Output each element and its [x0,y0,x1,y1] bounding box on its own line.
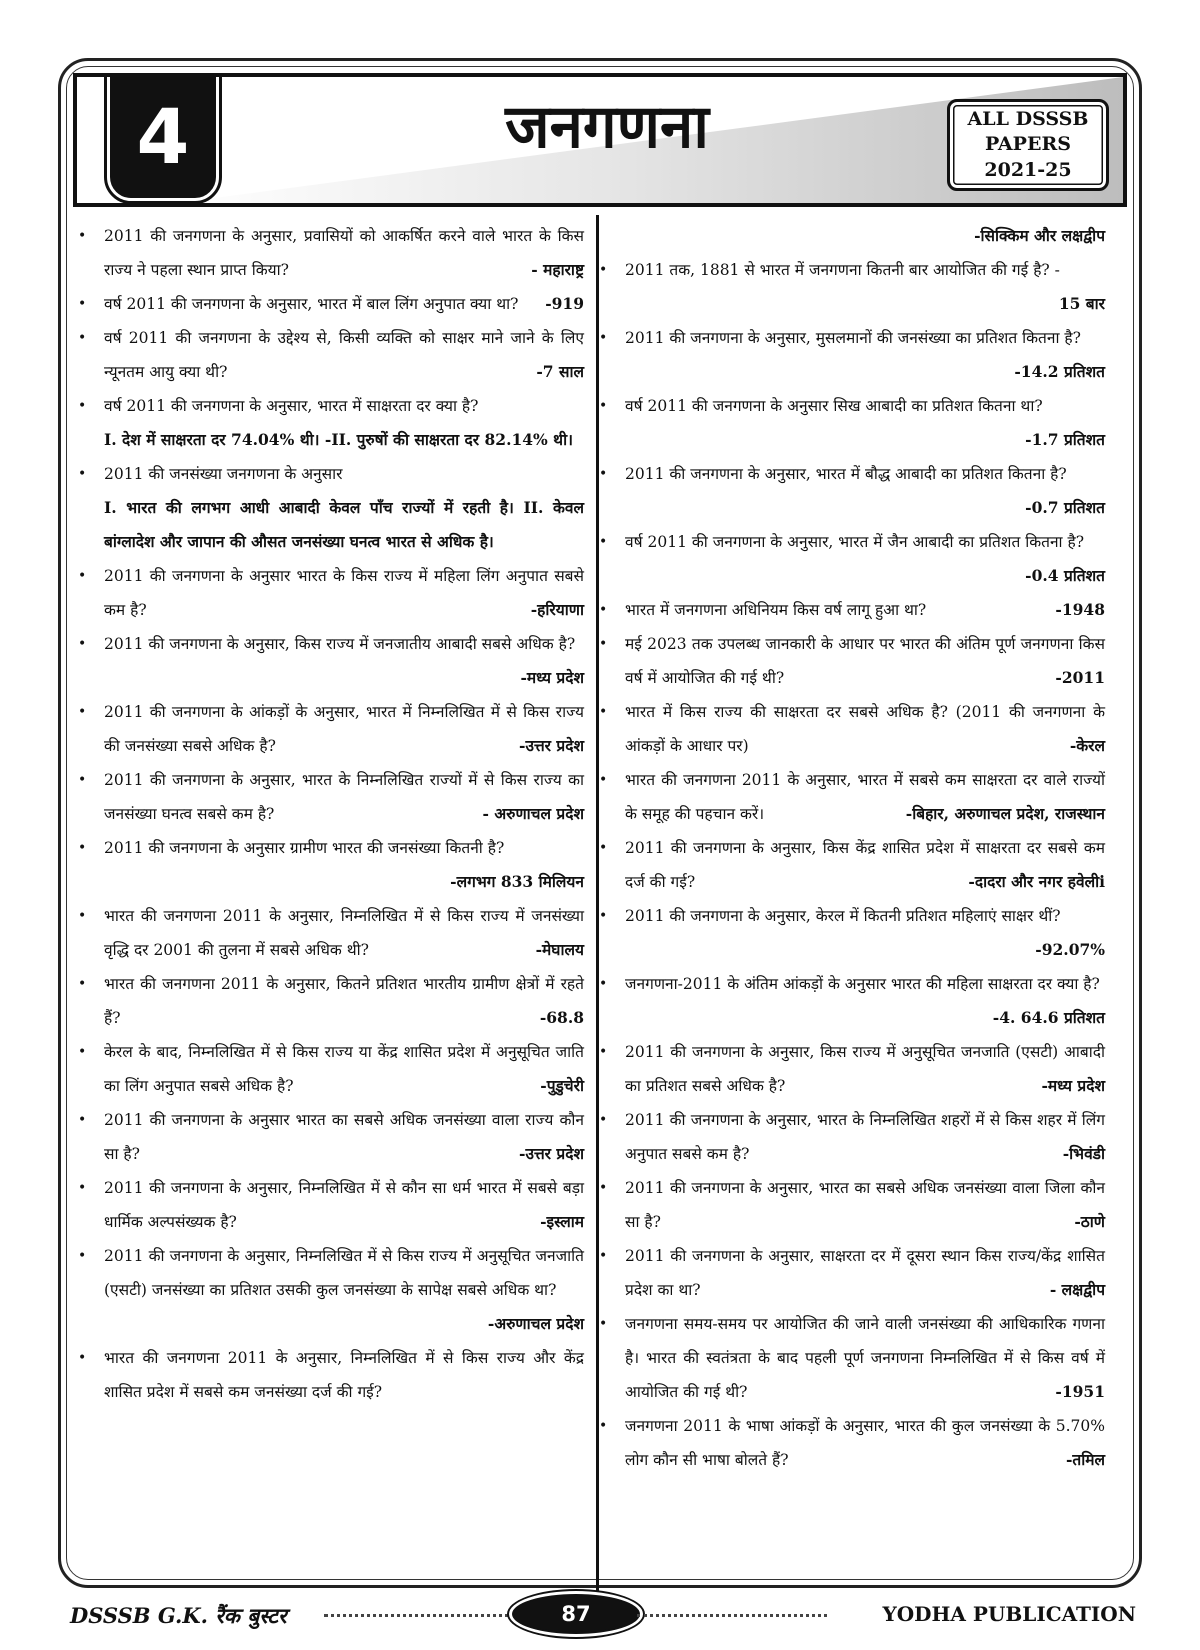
question-text: 2011 की जनगणना के अनुसार, प्रवासियों को आकर्षित करने वाले भारत के किस राज्य ने पहला स्थान प्राप्त किया? [104,227,584,279]
answer-text: -92.07% [1035,940,1105,959]
question-item [625,763,1105,831]
answer-text: -919 [545,294,584,313]
question-text: 2011 की जनगणना के आंकड़ों के अनुसार, भारत में निम्नलिखित में से किस राज्य की जनसंख्या सबसे अधिक है? [104,703,584,755]
answer-text: -मेघालय [535,940,584,959]
question-item [625,967,1105,1035]
question-text: मई 2023 तक उपलब्ध जानकारी के आधार पर भारत की अंतिम पूर्ण जनगणना किस वर्ष में आयोजित की गई थी? [625,635,1105,687]
question-text: 2011 की जनगणना के अनुसार, किस राज्य में जनजातीय आबादी सबसे अधिक है? [104,635,576,653]
answer-text: -4. 64.6 प्रतिशत [992,1008,1105,1027]
question-item [625,1171,1105,1239]
question-text: 2011 की जनगणना के अनुसार, निम्नलिखित में से कौन सा धर्म भारत में सबसे बड़ा धार्मिक अल्पसंख्यक है? [104,1179,584,1231]
question-text: 2011 की जनगणना के अनुसार, मुसलमानों की जनसंख्या का प्रतिशत कितना है? [625,329,1081,347]
question-item [104,1341,584,1409]
question-item [625,1035,1105,1103]
question-text: वर्ष 2011 की जनगणना के अनुसार, भारत में जैन आबादी का प्रतिशत कितना है? [625,533,1085,551]
papers-badge [947,99,1109,191]
question-text: 2011 तक, 1881 से भारत में जनगणना कितनी बार आयोजित की गई है? - [625,261,1060,279]
question-item [625,1409,1105,1477]
answer-text: - महाराष्ट्र [531,260,584,279]
left-column [104,219,584,1409]
question-text: 2011 की जनगणना के अनुसार, केरल में कितनी प्रतिशत महिलाएं साक्षर थीं? [625,907,1061,925]
question-text: 2011 की जनगणना के अनुसार, निम्नलिखित में से किस राज्य में अनुसूचित जनजाति (एसटी) जनसंख्या का प्रतिशत उसकी कुल जनसंख्या के सापेक्ष सबसे अधिक था? [104,1247,584,1299]
question-item [104,457,584,559]
answer-statement: I. देश में साक्षरता दर 74.04% थी। -II. पुरुषों की साक्षरता दर 82.14% थी। [104,430,573,449]
right-column [625,219,1105,1477]
answer-text: -बिहार, अरुणाचल प्रदेश, राजस्थान [905,804,1105,823]
answer-text: -पुडुचेरी [540,1076,584,1095]
answer-text: -1948 [1055,600,1105,619]
question-text: 2011 की जनगणना के अनुसार, भारत के निम्नलिखित राज्यों में से किस राज्य का जनसंख्या घनत्व सबसे कम है? [104,771,584,823]
chapter-title: जनगणना [505,92,709,162]
question-item [625,389,1105,457]
question-item [104,1103,584,1171]
answer-text: -मध्य प्रदेश [520,668,584,687]
answer-text: -केरल [1069,736,1105,755]
question-item [104,627,584,695]
question-text: 2011 की जनगणना के अनुसार, भारत में बौद्ध आबादी का प्रतिशत कितना है? [625,465,1067,483]
question-item [104,1171,584,1239]
question-item [625,253,1105,321]
question-item [625,627,1105,695]
question-item [104,389,584,457]
answer-text: -ठाणे [1074,1212,1105,1231]
footer-publisher: YODHA PUBLICATION [882,1602,1136,1626]
question-text: 2011 की जनगणना के अनुसार ग्रामीण भारत की जनसंख्या कितनी है? [104,839,505,857]
badge-line-2: PAPERS [985,133,1071,156]
page-footer [62,1594,1142,1634]
question-item [104,967,584,1035]
page-number: 87 [512,1594,640,1634]
chapter-number: 4 [136,92,190,181]
answer-text: 15 बार [1058,294,1105,313]
footer-book-title: DSSSB G.K. रैंक बुस्टर [70,1603,287,1628]
badge-line-3: 2021-25 [984,158,1072,181]
question-text: वर्ष 2011 की जनगणना के उद्देश्य से, किसी व्यक्ति को साक्षर माने जाने के लिए न्यूनतम आयु क्या थी? [104,329,584,381]
question-item [104,219,584,287]
answer-text: -14.2 प्रतिशत [1014,362,1105,381]
chapter-header [73,73,1127,207]
answer-text: -मध्य प्रदेश [1041,1076,1105,1095]
question-text: 2011 की जनसंख्या जनगणना के अनुसार [104,465,343,483]
question-text: जनगणना 2011 के भाषा आंकड़ों के अनुसार, भारत की कुल जनसंख्या के 5.70% लोग कौन सी भाषा बोलते हैं? [625,1417,1105,1469]
question-item [625,1307,1105,1409]
question-text: भारत की जनगणना 2011 के अनुसार, भारत में सबसे कम साक्षरता दर वाले राज्यों के समूह की पहचान करें। [625,771,1105,823]
answer-statement: I. भारत की लगभग आधी आबादी केवल पाँच राज्यों में रहती है। II. केवल बांग्लादेश और जापान की औसत जनसंख्या घनत्व भारत से अधिक है। [104,498,584,551]
question-text: वर्ष 2011 की जनगणना के अनुसार, भारत में बाल लिंग अनुपात क्या था? [104,295,519,313]
question-item [625,457,1105,525]
question-text: वर्ष 2011 की जनगणना के अनुसार सिख आबादी का प्रतिशत कितना था? [625,397,1043,415]
question-text: भारत की जनगणना 2011 के अनुसार, निम्नलिखित में से किस राज्य में जनसंख्या वृद्धि दर 2001 की तुलना में सबसे अधिक थी? [104,907,584,959]
badge-line-1: ALL DSSSB [967,107,1089,130]
question-text: 2011 की जनगणना के अनुसार, किस राज्य में अनुसूचित जनजाति (एसटी) आबादी का प्रतिशत सबसे अधिक है? [625,1043,1105,1095]
answer-text: -भिवंडी [1062,1144,1105,1163]
answer-text: -दादरा और नगर हवेलीi [968,872,1105,891]
question-text: 2011 की जनगणना के अनुसार, साक्षरता दर में दूसरा स्थान किस राज्य/केंद्र शासित प्रदेश का था? [625,1247,1105,1299]
question-item [625,695,1105,763]
chapter-number-box [107,73,219,201]
question-text: भारत में जनगणना अधिनियम किस वर्ष लागू हुआ था? [625,601,927,619]
question-text: जनगणना समय-समय पर आयोजित की जाने वाली जनसंख्या की आधिकारिक गणना है। भारत की स्वतंत्रता के बाद पहली पूर्ण जनगणना निम्नलिखित में से किस वर्ष में आयोजित की गई थी? [625,1315,1105,1401]
answer-text: -अरुणाचल प्रदेश [487,1314,584,1333]
question-item [625,1103,1105,1171]
question-item [625,525,1105,593]
question-item [104,1035,584,1103]
question-item [104,763,584,831]
question-item [104,1239,584,1341]
answer-text: -उत्तर प्रदेश [519,1144,584,1163]
carry-over-answer: -सिक्किम और लक्षद्वीप [974,226,1105,245]
answer-text: -0.4 प्रतिशत [1025,566,1105,585]
question-text: 2011 की जनगणना के अनुसार भारत के किस राज्य में महिला लिंग अनुपात सबसे कम है? [104,567,584,619]
answer-text: - लक्षद्वीप [1049,1280,1105,1299]
answer-text: -1951 [1055,1382,1105,1401]
question-text: 2011 की जनगणना के अनुसार, भारत के निम्नलिखित शहरों में से किस शहर में लिंग अनुपात सबसे कम है? [625,1111,1105,1163]
question-text: केरल के बाद, निम्नलिखित में से किस राज्य या केंद्र शासित प्रदेश में अनुसूचित जाति का लिंग अनुपात सबसे अधिक है? [104,1043,584,1095]
question-item [104,831,584,899]
question-item [625,831,1105,899]
answer-text: -हरियाणा [530,600,584,619]
answer-text: -0.7 प्रतिशत [1025,498,1105,517]
question-text: 2011 की जनगणना के अनुसार, भारत का सबसे अधिक जनसंख्या वाला जिला कौन सा है? [625,1179,1105,1231]
answer-text: -तमिल [1065,1450,1105,1469]
answer-text: -2011 [1055,668,1105,687]
question-text: 2011 की जनगणना के अनुसार भारत का सबसे अधिक जनसंख्या वाला राज्य कौन सा है? [104,1111,584,1163]
question-item [104,287,584,321]
answer-text: -इस्लाम [540,1212,584,1231]
question-item [104,695,584,763]
answer-text: -लगभग 833 मिलियन [450,872,584,891]
question-item [104,559,584,627]
question-item [625,593,1105,627]
question-text: भारत की जनगणना 2011 के अनुसार, निम्नलिखित में से किस राज्य और केंद्र शासित प्रदेश में सबसे कम जनसंख्या दर्ज की गई? [104,1349,584,1401]
question-item [625,321,1105,389]
question-item [625,1239,1105,1307]
footer-dotted-line-right [637,1614,827,1617]
question-text: वर्ष 2011 की जनगणना के अनुसार, भारत में साक्षरता दर क्या है? [104,397,479,415]
answer-text: -7 साल [536,362,584,381]
answer-text: -1.7 प्रतिशत [1025,430,1105,449]
question-item [104,321,584,389]
question-text: जनगणना-2011 के अंतिम आंकड़ों के अनुसार भारत की महिला साक्षरता दर क्या है? [625,975,1100,993]
answer-text: -68.8 [539,1008,584,1027]
question-text: 2011 की जनगणना के अनुसार, किस केंद्र शासित प्रदेश में साक्षरता दर सबसे कम दर्ज की गई? [625,839,1105,891]
question-text: भारत की जनगणना 2011 के अनुसार, कितने प्रतिशत भारतीय ग्रामीण क्षेत्रों में रहते हैं? [104,975,584,1027]
question-item [625,899,1105,967]
answer-text: -उत्तर प्रदेश [519,736,584,755]
question-item [104,899,584,967]
question-text: भारत में किस राज्य की साक्षरता दर सबसे अधिक है? (2011 की जनगणना के आंकड़ों के आधार पर) [625,703,1105,755]
answer-text: - अरुणाचल प्रदेश [482,804,584,823]
